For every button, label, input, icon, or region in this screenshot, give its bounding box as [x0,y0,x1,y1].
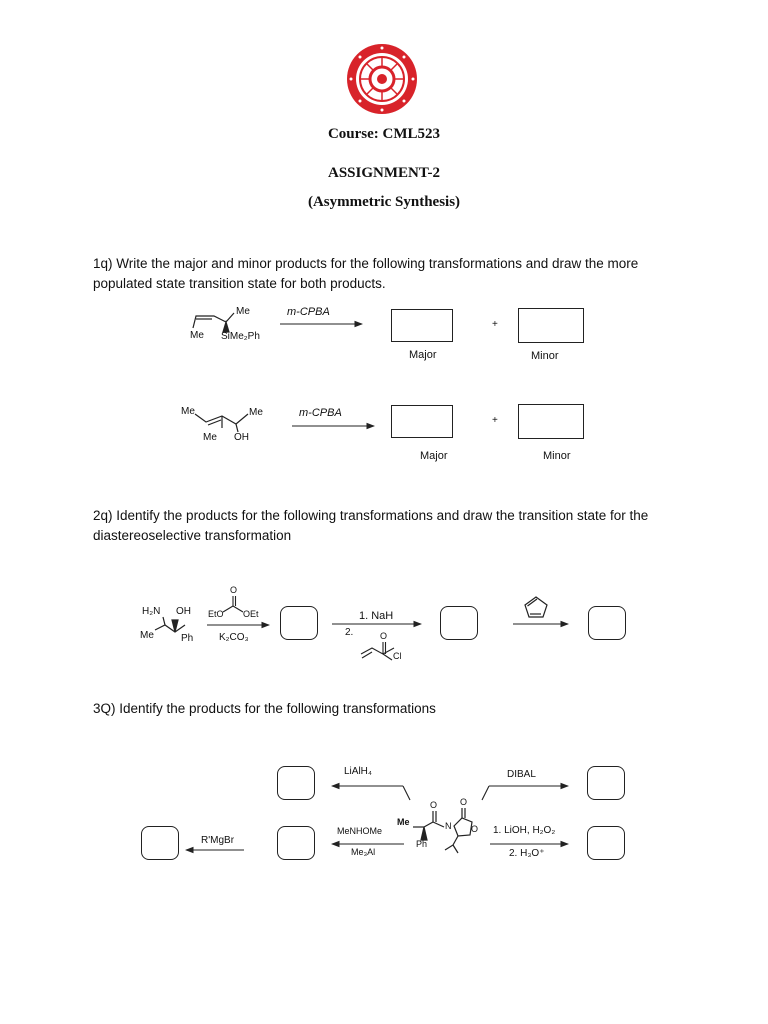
q3-lialh4-product-box[interactable] [277,766,315,800]
q1-r1-me-top: Me [236,306,250,317]
q2-step1: 1. NaH [359,610,394,622]
q1-r1-minor-box[interactable] [518,308,584,343]
q2-amino-alcohol [155,617,185,632]
q2-cl: Cl [393,651,402,661]
q2-acyl-o: O [380,631,388,641]
q3-sub-o-carbonyl: O [430,800,438,810]
q3-sub-o-ring: O [471,824,479,834]
q3-rmgbr: R'MgBr [201,835,235,846]
q1-r2-minor-label: Minor [543,450,571,462]
q2-product-box-2[interactable] [440,606,478,640]
q2-carbonate [223,596,243,612]
q2-oh: OH [176,606,191,617]
q2-acryloyl-chloride [361,642,394,660]
q1-r2-me-right: Me [249,407,263,418]
q3-sub-me: Me [397,817,410,827]
q2-cyclopentadiene-icon [525,597,547,617]
q2-oet: OEt [243,609,259,619]
q3-dibal: DIBAL [507,769,536,780]
q1-r2-substrate [195,414,248,432]
q1-r1-minor-label: Minor [531,350,559,362]
q1-r2-reagent: m-CPBA [299,407,342,419]
q3-acid-product-box[interactable] [587,826,625,860]
q2-h2n: H₂N [142,606,161,617]
question-1-text: 1q) Write the major and minor products for the following transformations and draw the more populated state transition state for both products. [93,256,639,291]
question-2-text: 2q) Identify the products for the following transformations and draw the transition state for the diastereoselective transformation [93,508,649,543]
q3-menhome: MeNHOMe [337,826,383,836]
q3-rmgbr-product-box[interactable] [141,826,179,860]
q2-ph: Ph [181,633,194,644]
q2-k2co3: K₂CO₃ [219,632,249,643]
q1-r1-plus: + [492,319,498,330]
q1-r2-plus: + [492,415,498,426]
q1-r2-me-left: Me [181,406,195,417]
q3-dibal-product-box[interactable] [587,766,625,800]
q3-sub-o-ring-carbonyl: O [460,797,468,807]
question-3-text: 3Q) Identify the products for the following transformations [93,701,436,716]
q1-r1-me-left: Me [190,330,204,341]
q1-r2-minor-box[interactable] [518,404,584,439]
assignment-subtitle: (Asymmetric Synthesis) [307,194,461,210]
q2-me: Me [140,630,154,641]
q1-r2-major-box[interactable] [391,405,453,438]
q1-r2-me-bottom: Me [203,432,217,443]
q3-weinreb-product-box[interactable] [277,826,315,860]
q1-r1-reagent: m-CPBA [287,306,330,318]
q1-r2-major-label: Major [420,450,448,462]
q1-r1-major-box[interactable] [391,309,453,342]
assignment-title: ASSIGNMENT-2 [328,165,440,181]
q1-r1-si: SiMe₂Ph [221,331,260,342]
q2-step2: 2. [345,627,354,638]
q3-lioh: 1. LiOH, H₂O₂ [493,825,556,836]
q2-carbonate-o: O [230,585,238,595]
q1-r2-oh: OH [234,432,249,443]
q3-lialh4: LiAlH₄ [344,766,372,777]
q3-sub-n: N [445,821,452,831]
course-title: Course: CML523 [327,126,441,142]
q2-product-box-3[interactable] [588,606,626,640]
q3-h3o: 2. H₃O⁺ [509,848,545,859]
q2-eto: EtO [208,609,224,619]
q3-me3al: Me₃Al [351,847,376,857]
q2-product-box-1[interactable] [280,606,318,640]
q1-r1-major-label: Major [409,349,437,361]
q3-sub-ph: Ph [416,839,428,849]
